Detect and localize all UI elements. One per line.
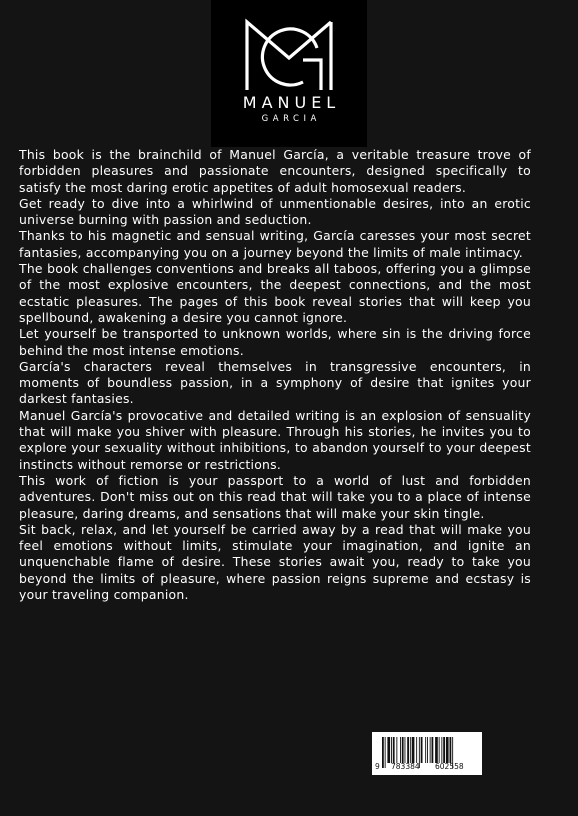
barcode-bar [446,737,449,763]
barcode-bar [439,737,440,763]
blurb-paragraph: García's characters reveal themselves in transgressive encounters, in moments of boundless passion, in a symphony of desire that ignites your darkest fantasies. [19,358,531,407]
barcode-bar [410,737,411,763]
blurb-paragraph: The book challenges conventions and breaks all taboos, offering you a glimpse of the most explosive encounters, the deepest connections, and the most ecstatic pleasures. The pages of this book reveal stories that will keep you spellbound, awakening a desire you cannot ignore. [19,261,531,325]
mg-monogram-icon [241,14,337,94]
barcode-digits-left: 783384 [391,762,420,771]
barcode-bar [450,737,452,763]
back-cover-blurb [19,147,531,603]
logo-panel [211,0,367,147]
blurb-paragraph: Let yourself be transported to unknown worlds, where sin is the driving force behind the most intense emotions. [19,326,531,358]
barcode-bar [387,737,390,763]
barcode-bar [400,737,401,763]
barcode-bar [402,737,404,763]
barcode-bar [405,737,406,763]
barcode-bar [412,737,415,763]
barcode-bar [425,737,426,763]
blurb-paragraph: This book is the brainchild of Manuel García, a veritable treasure trove of forbidden pleasures and passionate encounters, designed specifically to satisfy the most daring erotic appetites of adult homosexual readers. [19,147,531,195]
isbn-barcode [372,732,482,775]
author-name: MANUEL [242,93,341,112]
barcode-bar [427,737,428,763]
barcode-bars [372,732,482,775]
author-surname: GARCIA [261,114,321,124]
barcode-bar [441,737,442,763]
barcode-bar [430,737,431,763]
blurb-paragraph: This work of fiction is your passport to a world of lust and forbidden adventures. Don't miss out on this read that will take you to a place of intense pleasure, daring dreams, and sensations that will make your skin tingle. [19,472,531,521]
barcode-digit-first: 9 [375,762,380,771]
barcode-digits-right: 602558 [435,762,464,771]
barcode-bar [393,737,395,763]
barcode-bar [432,737,434,763]
blurb-paragraph: Sit back, relax, and let yourself be carried away by a read that will make you feel emotions without limits, stimulate your imagination, and ignite an unquenchable flame of desire. These stories await you, ready to take you beyond the limits of pleasure, where passion reigns supreme and ecstasy is your traveling companion. [19,521,531,603]
barcode-bar [435,737,438,763]
barcode-bar [421,737,423,763]
barcode-bar [382,737,384,768]
barcode-bar [407,737,409,763]
blurb-paragraph: Manuel García's provocative and detailed writing is an explosion of sensuality that will make you shiver with pleasure. Through his stories, he invites you to explore your sexuality without inhibitions, to abandon yourself to your deepest instincts without remorse or restrictions. [19,407,531,472]
barcode-bar [385,737,386,768]
barcode-bar [396,737,397,763]
barcode-bar [391,737,392,763]
blurb-paragraph: Get ready to dive into a whirlwind of unmentionable desires, into an erotic universe burning with passion and seduction. [19,195,531,228]
blurb-paragraph: Thanks to his magnetic and sensual writing, García caresses your most secret fantasies, accompanying you on a journey beyond the limits of male intimacy. [19,228,531,260]
barcode-bar [443,737,445,763]
barcode-bar [416,737,417,763]
